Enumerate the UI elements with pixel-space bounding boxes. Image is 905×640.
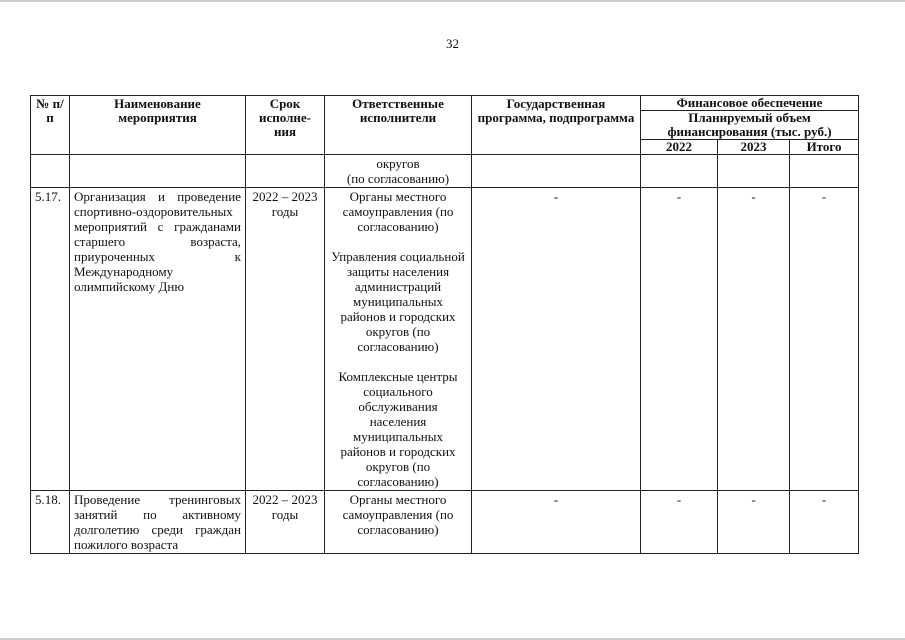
executors-cell: округов (по согласованию)	[325, 155, 472, 188]
funding-total: -	[790, 188, 859, 491]
measure-term: 2022 – 2023 годы	[246, 188, 325, 491]
measure-term: 2022 – 2023 годы	[246, 491, 325, 554]
executors-cell: Органы местного самоуправления (по согласованию)	[325, 491, 472, 554]
row-number: 5.17.	[31, 188, 70, 491]
funding-total: -	[790, 491, 859, 554]
header-num: № п/п	[31, 96, 70, 155]
measure-name: Проведение тренинговых занятий по активному долголетию среди граждан пожилого возраста	[70, 491, 246, 554]
table-row	[31, 188, 859, 491]
program-cell: -	[472, 188, 641, 491]
funding-2023: -	[718, 491, 790, 554]
measure-name: Организация и проведение спортивно-оздоровительных мероприятий с гражданами старшего возраста, приуроченных к Международному олимпийскому Дню	[70, 188, 246, 491]
header-year-2022: 2022	[641, 140, 718, 155]
header-finance: Финансовое обеспечение	[641, 96, 859, 111]
header-program: Государственная программа, подпрограмма	[472, 96, 641, 155]
funding-2022: -	[641, 188, 718, 491]
header-year-2023: 2023	[718, 140, 790, 155]
executors-cell: Органы местного самоуправления (по согласованию) Управления социальной защиты населения администраций муниципальных районов и городских округов (по согласованию) Комплексные центры социального обслуживания населения муниципальных районов и городских округов (по согласованию)	[325, 188, 472, 491]
header-total: Итого	[790, 140, 859, 155]
header-planned-volume: Планируемый объем финансирования (тыс. руб.)	[641, 111, 859, 140]
program-cell: -	[472, 491, 641, 554]
table-row-continued	[31, 155, 859, 188]
scan-edge-top	[0, 0, 905, 2]
header-term: Срок исполне-ния	[246, 96, 325, 155]
measures-table	[30, 95, 859, 554]
header-name: Наименование мероприятия	[70, 96, 246, 155]
page-number: 32	[446, 36, 459, 51]
row-number: 5.18.	[31, 491, 70, 554]
table-row	[31, 491, 859, 554]
header-executors: Ответственные исполнители	[325, 96, 472, 155]
funding-2022: -	[641, 491, 718, 554]
funding-2023: -	[718, 188, 790, 491]
